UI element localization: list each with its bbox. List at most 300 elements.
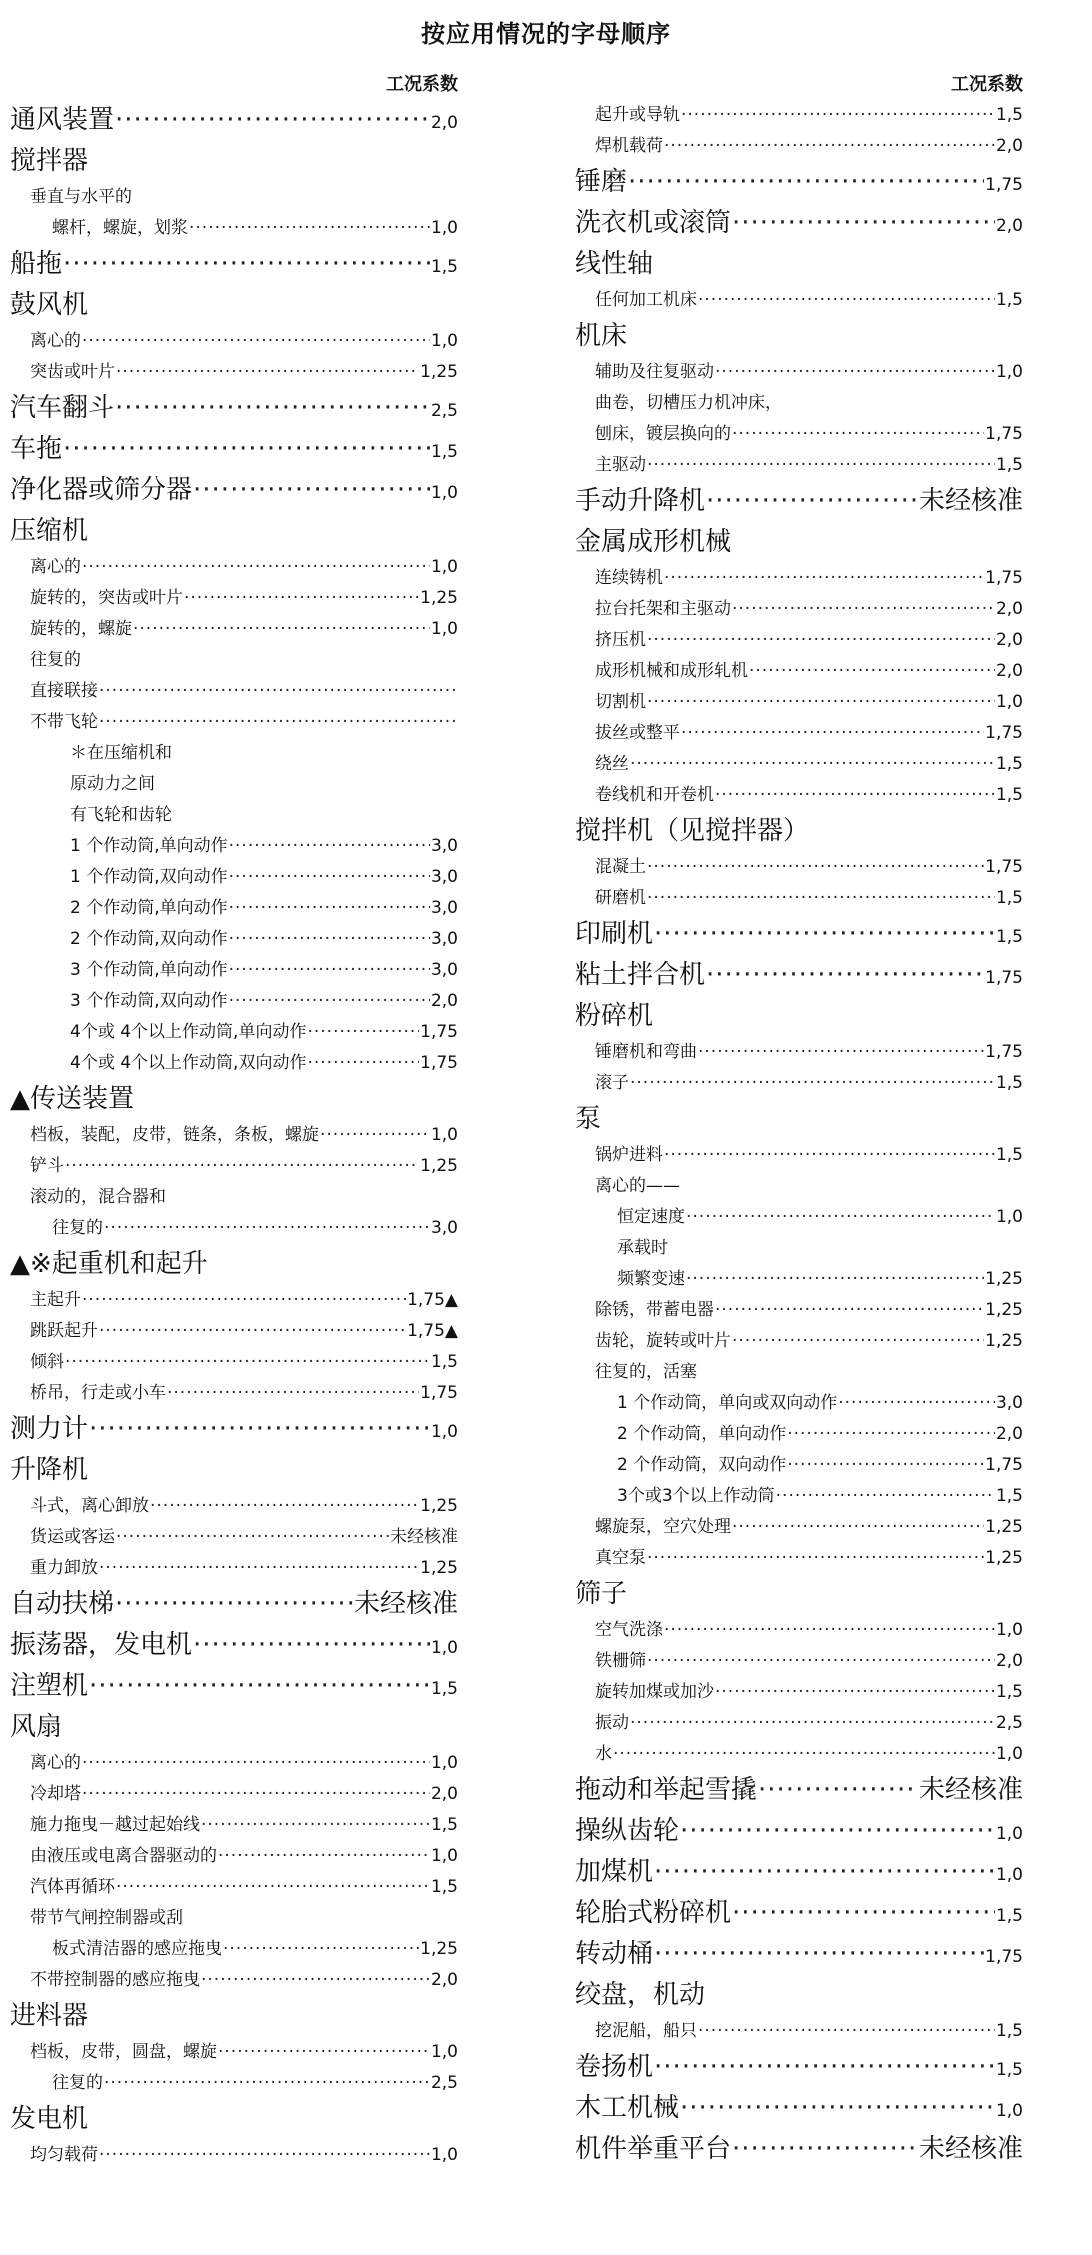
entry-label: 1 个作动筒,双向动作 [70,867,228,887]
entry-label: 主起升 [30,1290,81,1310]
service-factor-value: 1,75 [985,1947,1023,1967]
category-label: 手动升降机 [575,486,706,516]
entry-label: 汽体再循环 [30,1877,115,1897]
entry-label: 原动力之间 [70,774,155,794]
service-factor-value: 2,0 [430,113,458,133]
category-row [575,481,1023,522]
dot-leader [99,2140,430,2171]
dot-leader [229,924,430,955]
entry-row [10,1491,458,1522]
dot-leader [732,1512,984,1543]
entry-row [575,2016,1023,2047]
category-label: 转动桶 [575,1939,654,1969]
category-row [575,2129,1023,2170]
entry-label: 突齿或叶片 [30,362,115,382]
entry-label: 焊机载荷 [595,136,663,156]
category-row [10,511,458,552]
entry-label: 不带飞轮 [30,712,98,732]
category-label: 测力计 [10,1414,89,1444]
entry-label: 主驱动 [595,455,646,475]
entry-label: 离心的 [30,1753,81,1773]
entry-row [575,388,1023,419]
entry-label: 混凝土 [595,857,646,877]
dot-leader [630,1068,995,1099]
category-label: 压缩机 [10,516,89,546]
dot-leader [680,2088,995,2129]
entry-row [10,1120,458,1151]
service-factor-value: 1,25 [420,362,458,382]
dot-leader [201,1810,430,1841]
service-factor-value: 1,5 [995,1073,1023,1093]
entry-label: 连续铸机 [595,568,663,588]
dot-leader [189,213,430,244]
service-factor-value: 1,5 [430,1815,458,1835]
dot-leader [307,1017,419,1048]
entry-label: ＊在压缩机和 [70,743,172,763]
category-row [575,2047,1023,2088]
entry-label: 垂直与水平的 [30,187,132,207]
service-factor-value: 1,5 [995,290,1023,310]
entry-row [575,852,1023,883]
entry-row [10,2037,458,2068]
category-label: 风扇 [10,1712,63,1742]
entry-row [575,625,1023,656]
service-factor-value: 1,0 [430,2042,458,2062]
service-factor-value: 1,25 [420,1558,458,1578]
dot-leader [787,1419,995,1450]
right-column [575,70,1023,2170]
entry-label: 3 个作动筒,单向动作 [70,960,228,980]
category-label: 自动扶梯 [10,1589,115,1619]
service-factor-value: 2,0 [995,630,1023,650]
entry-row [575,1677,1023,1708]
entry-row [10,182,458,213]
service-factor-value: 1,5 [995,2060,1023,2080]
category-row [575,811,1023,852]
dot-leader [229,893,430,924]
entry-label: 锤磨机和弯曲 [595,1042,697,1062]
entry-row [575,1481,1023,1512]
entry-row [575,1450,1023,1481]
dot-leader [89,1666,430,1707]
left-column [10,70,458,2171]
service-factor-value: 1,5 [995,785,1023,805]
left-rows [10,100,458,2171]
service-factor-value: 1,0 [995,1207,1023,1227]
category-label: 进料器 [10,2001,89,2031]
service-factor-value: 未经核准 [390,1527,458,1547]
entry-row [575,285,1023,316]
entry-row [575,594,1023,625]
entry-row [10,831,458,862]
entry-label: 3个或3个以上作动筒 [617,1486,775,1506]
category-row [10,1666,458,1707]
entry-label: 2 个作动筒，单向动作 [617,1424,787,1444]
entry-row [575,1388,1023,1419]
entry-row [10,676,458,707]
dot-leader [664,563,984,594]
dot-leader [82,552,430,583]
service-factor-value: 1,5 [430,1352,458,1372]
category-label: 卷扬机 [575,2052,654,2082]
dot-leader [715,780,995,811]
category-row [10,429,458,470]
entry-label: 铲斗 [30,1156,64,1176]
entry-row [575,1068,1023,1099]
service-factor-value: 1,0 [430,331,458,351]
dot-leader [65,1347,430,1378]
entry-row [10,614,458,645]
service-factor-value: 3,0 [995,1393,1023,1413]
entry-row [10,1903,458,1934]
entry-label: 离心的 [30,557,81,577]
service-factor-value: 1,75▲ [407,1321,458,1341]
dot-leader [229,955,430,986]
service-factor-value: 1,75 [985,1042,1023,1062]
entry-label: 恒定速度 [617,1207,685,1227]
entry-label: 施力拖曳－越过起始线 [30,1815,200,1835]
service-factor-value: 1,0 [995,362,1023,382]
entry-row [10,552,458,583]
entry-label: 档板，皮带，圆盘，螺旋 [30,2042,217,2062]
entry-label: 研磨机 [595,888,646,908]
category-row [575,1934,1023,1975]
dot-leader [104,1213,430,1244]
dot-leader [664,1615,995,1646]
dot-leader [116,357,419,388]
service-factor-value: 1,75 [985,857,1023,877]
dot-leader [82,1779,430,1810]
entry-row [575,883,1023,914]
dot-leader [698,1037,984,1068]
dot-leader [82,326,430,357]
service-factor-value: 1,5 [995,1145,1023,1165]
entry-row [575,131,1023,162]
entry-label: 1 个作动筒,单向动作 [70,836,228,856]
entry-row [10,583,458,614]
category-row [575,1975,1023,2016]
dot-leader [686,1264,984,1295]
dot-leader [681,100,995,131]
service-factor-value: 1,25 [420,588,458,608]
service-factor-value: 未经核准 [918,1775,1023,1805]
entry-label: 挖泥船，船只 [595,2021,697,2041]
category-row [575,1893,1023,1934]
dot-leader [115,388,430,429]
entry-row [575,1037,1023,1068]
entry-row [10,1213,458,1244]
entry-row [10,707,458,738]
entry-label: 货运或客运 [30,1527,115,1547]
service-factor-value: 2,5 [995,1713,1023,1733]
category-label: 通风装置 [10,105,115,135]
category-label: 洗衣机或滚筒 [575,208,732,238]
entry-row [10,1810,458,1841]
dot-leader [229,986,430,1017]
entry-row [575,450,1023,481]
service-factor-value: 2,0 [995,599,1023,619]
entry-row [10,1347,458,1378]
category-row [10,1450,458,1491]
category-row [10,1584,458,1625]
entry-label: 水 [595,1744,612,1764]
service-factor-value: 1,5 [430,1877,458,1897]
service-factor-value: 1,75 [985,1455,1023,1475]
service-factor-value: 1,0 [430,557,458,577]
category-label: 绞盘，机动 [575,1980,706,2010]
entry-row [575,749,1023,780]
dot-leader [613,1739,995,1770]
entry-row [10,213,458,244]
dot-leader [229,831,430,862]
service-factor-value: 1,75 [985,175,1023,195]
category-row [10,1996,458,2037]
category-row [575,316,1023,357]
service-factor-value: 1,0 [430,619,458,639]
category-row [575,996,1023,1037]
service-factor-value: 1,5 [995,754,1023,774]
entry-row [575,1171,1023,1202]
category-row [10,1244,458,1285]
service-factor-value: 1,75 [985,568,1023,588]
entry-row [575,687,1023,718]
service-factor-value: 1,0 [995,1865,1023,1885]
dot-leader [133,614,430,645]
dot-leader [838,1388,995,1419]
service-factor-value: 1,75▲ [407,1290,458,1310]
entry-label: 螺杆，螺旋，划浆 [52,218,188,238]
category-label: ▲传送装置 [10,1084,134,1114]
entry-row [575,1543,1023,1574]
entry-row [575,1615,1023,1646]
service-factor-value: 1,0 [995,1744,1023,1764]
entry-row [575,357,1023,388]
entry-label: 起升或导轨 [595,105,680,125]
service-factor-value: 未经核准 [918,486,1023,516]
service-factor-value: 1,0 [430,1422,458,1442]
service-factor-value: 2,0 [430,1784,458,1804]
entry-row [575,1233,1023,1264]
category-label: 鼓风机 [10,290,89,320]
service-factor-value: 1,75 [985,723,1023,743]
entry-label: 1 个作动筒，单向或双向动作 [617,1393,838,1413]
category-row [575,1099,1023,1140]
dot-leader [698,285,995,316]
category-label: 线性轴 [575,249,654,279]
category-row [575,1770,1023,1811]
service-factor-value: 1,5 [995,888,1023,908]
entry-label: 卷线机和开卷机 [595,785,714,805]
entry-label: 拔丝或整平 [595,723,680,743]
dot-leader [193,470,430,511]
category-row [10,470,458,511]
dot-leader [115,100,430,141]
category-label: 船拖 [10,249,63,279]
entry-row [575,1646,1023,1677]
category-label: 净化器或筛分器 [10,475,193,505]
dot-leader [320,1120,430,1151]
category-row [10,1707,458,1748]
service-factor-value: 1,0 [995,2101,1023,2121]
entry-row [575,780,1023,811]
entry-label: 2 个作动筒,双向动作 [70,929,228,949]
dot-leader [715,1677,995,1708]
service-factor-value: 1,25 [420,1496,458,1516]
dot-leader [201,1965,430,1996]
service-factor-value: 1,0 [430,2145,458,2165]
category-label: 发电机 [10,2104,89,2134]
entry-row [10,1151,458,1182]
category-row [10,1625,458,1666]
entry-label: 倾斜 [30,1352,64,1372]
category-label: 木工机械 [575,2093,680,2123]
service-factor-value: 1,75 [420,1022,458,1042]
service-factor-value: 1,25 [985,1300,1023,1320]
entry-label: 滚子 [595,1073,629,1093]
category-label: 轮胎式粉碎机 [575,1898,732,1928]
entry-label: 2 个作动筒，双向动作 [617,1455,787,1475]
entry-label: 由液压或电离合器驱动的 [30,1846,217,1866]
entry-row [10,357,458,388]
service-factor-value: 1,0 [430,1125,458,1145]
category-label: 机件举重平台 [575,2134,732,2164]
entry-label: 除锈，带蓄电器 [595,1300,714,1320]
service-factor-value: 2,0 [995,1651,1023,1671]
dot-leader [664,131,995,162]
category-label: 金属成形机械 [575,527,732,557]
entry-row [10,862,458,893]
service-factor-value: 1,25 [985,1331,1023,1351]
service-factor-value: 3,0 [430,929,458,949]
service-factor-value: 1,5 [995,105,1023,125]
dot-leader [184,583,419,614]
category-label: 印刷机 [575,919,654,949]
dot-leader [99,707,457,738]
service-factor-value: 1,25 [420,1156,458,1176]
service-factor-value: 未经核准 [353,1589,458,1619]
service-factor-value: 3,0 [430,836,458,856]
dot-leader [715,1295,984,1326]
dot-leader [647,450,995,481]
entry-label: 滚动的，混合器和 [30,1187,166,1207]
entry-label: 往复的 [52,2073,103,2093]
dot-leader [732,2129,918,2170]
entry-row [10,326,458,357]
category-label: 搅拌机（见搅拌器） [575,816,810,846]
entry-label: 直接联接 [30,681,98,701]
service-factor-value: 3,0 [430,1218,458,1238]
entry-label: 旋转的，螺旋 [30,619,132,639]
entry-label: 旋转加煤或加沙 [595,1682,714,1702]
entry-row [575,1140,1023,1171]
service-factor-value: 1,5 [430,1679,458,1699]
entry-label: 挤压机 [595,630,646,650]
entry-row [10,738,458,769]
entry-row [10,1779,458,1810]
dot-leader [654,1934,984,1975]
entry-row [10,800,458,831]
entry-label: 曲卷，切槽压力机冲床， [595,393,782,413]
dot-leader [749,656,995,687]
entry-label: 斗式，离心卸放 [30,1496,149,1516]
dot-leader [686,1202,995,1233]
service-factor-value: 1,5 [995,2021,1023,2041]
dot-leader [218,1841,430,1872]
dot-leader [115,1584,353,1625]
entry-row [575,1512,1023,1543]
entry-label: 空气洗涤 [595,1620,663,1640]
dot-leader [307,1048,419,1079]
service-factor-value: 1,5 [995,1486,1023,1506]
dot-leader [218,2037,430,2068]
category-label: 操纵齿轮 [575,1816,680,1846]
service-factor-value: 1,5 [995,1682,1023,1702]
category-row [575,162,1023,203]
category-label: 注塑机 [10,1671,89,1701]
category-row [575,914,1023,955]
dot-leader [732,594,995,625]
category-label: 筛子 [575,1579,628,1609]
dot-leader [698,2016,995,2047]
service-factor-value: 1,0 [430,483,458,503]
dot-leader [787,1450,984,1481]
service-factor-value: 1,0 [995,1824,1023,1844]
category-label: 粘土拌合机 [575,960,706,990]
service-factor-value: 未经核准 [918,2134,1023,2164]
entry-row [575,1295,1023,1326]
entry-label: 有飞轮和齿轮 [70,805,172,825]
entry-row [10,2068,458,2099]
dot-leader [647,1543,984,1574]
entry-row [10,1316,458,1347]
service-factor-value: 1,5 [430,257,458,277]
dot-leader [229,862,430,893]
service-factor-value: 1,25 [420,1939,458,1959]
category-row [575,203,1023,244]
service-factor-value: 2,5 [430,2073,458,2093]
entry-label: 重力卸放 [30,1558,98,1578]
entry-row [10,1748,458,1779]
entry-row [575,718,1023,749]
service-factor-value: 1,75 [420,1053,458,1073]
service-factor-value: 1,0 [995,692,1023,712]
entry-row [10,645,458,676]
service-factor-value: 1,25 [985,1269,1023,1289]
service-factor-value: 3,0 [430,898,458,918]
dot-leader [116,1872,430,1903]
dot-leader [647,883,995,914]
entry-label: 螺旋泵，空穴处理 [595,1517,731,1537]
service-factor-value: 2,0 [995,1424,1023,1444]
entry-label: 往复的 [30,650,81,670]
category-label: 汽车翻斗 [10,393,115,423]
entry-row [575,656,1023,687]
dot-leader [99,676,457,707]
dot-leader [116,1522,389,1553]
category-label: 车拖 [10,434,63,464]
dot-leader [647,687,995,718]
entry-label: 桥吊，行走或小车 [30,1383,166,1403]
entry-label: 成形机械和成形轧机 [595,661,748,681]
entry-row [10,1378,458,1409]
entry-row [575,419,1023,450]
entry-label: 振动 [595,1713,629,1733]
category-row [575,1811,1023,1852]
category-label: 机床 [575,321,628,351]
entry-row [10,1872,458,1903]
service-factor-value: 1,5 [995,1906,1023,1926]
dot-leader [654,1852,995,1893]
